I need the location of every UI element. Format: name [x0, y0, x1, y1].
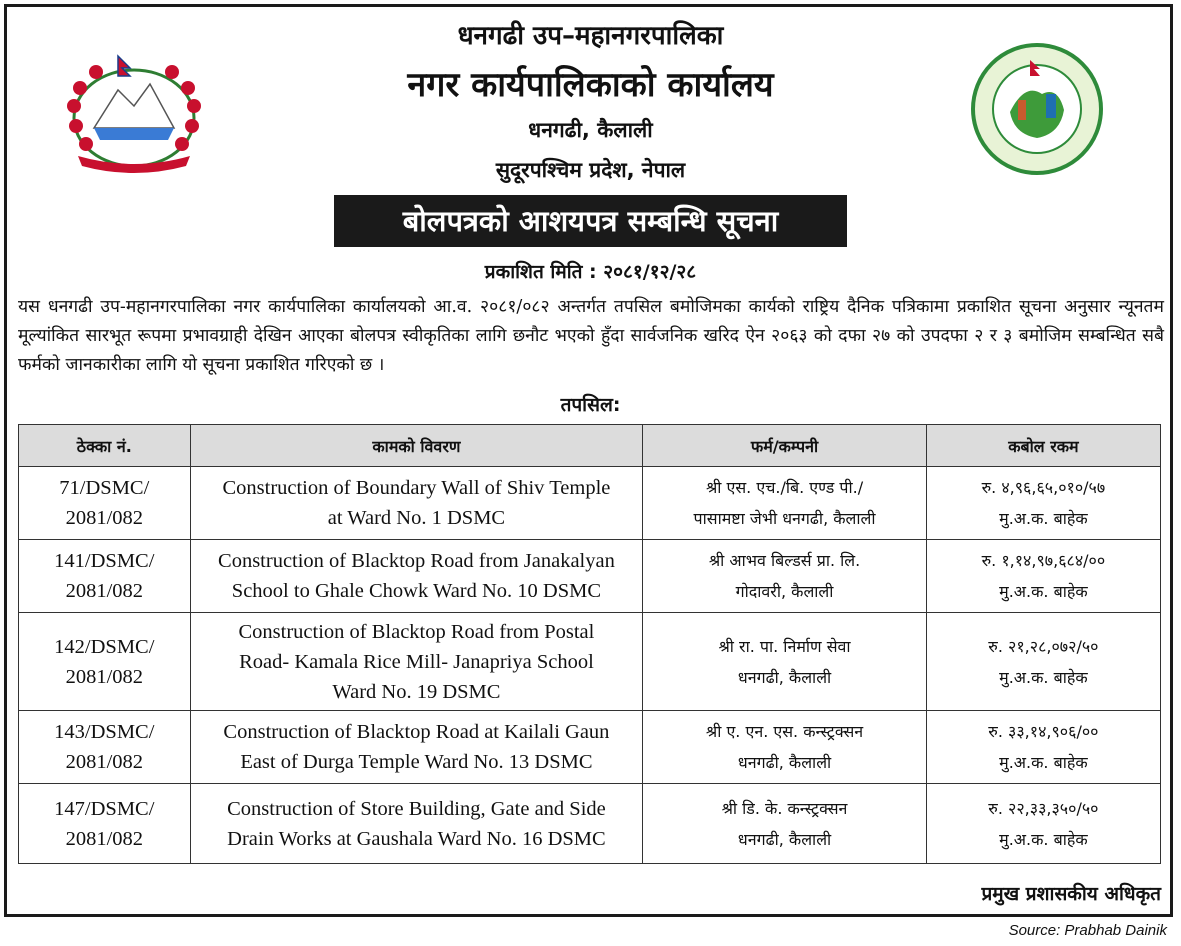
contract-line: 142/DSMC/	[54, 635, 155, 658]
table-row	[19, 540, 1161, 613]
firm-line: श्री रा. पा. निर्माण सेवा	[718, 636, 851, 656]
contract-line: 147/DSMC/	[54, 797, 155, 820]
municipality-name: धनगढी उप–महानगरपालिका	[457, 21, 724, 51]
awards-table	[18, 424, 1161, 864]
firm-line: गोदावरी, कैलाली	[735, 582, 834, 601]
description-line: Ward No. 19 DSMC	[332, 680, 501, 703]
amount-line: रु. ४,९६,६५,०१०/५७	[981, 478, 1106, 497]
description-line: at Ward No. 1 DSMC	[327, 507, 506, 529]
contract-line: 2081/082	[65, 751, 144, 773]
contract-line: 2081/082	[65, 827, 144, 850]
amount-line: रु. १,१४,९७,६८४/००	[981, 551, 1106, 570]
amount-line: मु.अ.क. बाहेक	[999, 667, 1088, 687]
firm-cell	[643, 540, 927, 613]
description-line: School to Ghale Chowk Ward No. 10 DSMC	[231, 580, 602, 602]
contract-no-cell	[19, 784, 191, 864]
contract-line: 71/DSMC/	[59, 477, 150, 499]
description-cell	[190, 467, 643, 540]
description-line: Construction of Boundary Wall of Shiv Temple	[222, 477, 611, 499]
amount-cell	[926, 613, 1160, 711]
firm-line: श्री एस. एच./बि. एण्ड पी./	[705, 478, 864, 497]
amount-line: मु.अ.क. बाहेक	[999, 582, 1088, 601]
contract-no-cell	[19, 613, 191, 711]
table-row	[19, 467, 1161, 540]
details-label: तपसिल:	[560, 394, 621, 416]
description-line: Road- Kamala Rice Mill- Janapriya School	[239, 650, 594, 673]
amount-cell	[926, 784, 1160, 864]
firm-line: धनगढी, कैलाली	[737, 829, 832, 849]
firm-cell	[643, 784, 927, 864]
amount-line: रु. २२,३३,३५०/५०	[988, 798, 1099, 818]
header-contract-no: ठेक्का नं.	[19, 425, 191, 467]
table-row	[19, 613, 1161, 711]
description-line: Construction of Store Building, Gate and Side	[227, 797, 606, 820]
amount-cell	[926, 540, 1160, 613]
description-line: Construction of Blacktop Road from Postal	[238, 620, 595, 643]
contract-no-cell	[19, 467, 191, 540]
description-cell	[190, 613, 643, 711]
published-date: प्रकाशित मिति : २०८१/१२/२८	[484, 261, 697, 283]
amount-cell	[926, 711, 1160, 784]
amount-line: मु.अ.क. बाहेक	[999, 509, 1088, 528]
description-line: Construction of Blacktop Road from Janakalyan	[218, 550, 615, 572]
contract-line: 143/DSMC/	[54, 721, 155, 743]
firm-cell	[643, 711, 927, 784]
firm-line: पासामष्टा जेभी धनगढी, कैलाली	[693, 509, 876, 528]
firm-line: धनगढी, कैलाली	[737, 667, 832, 687]
description-line: Construction of Blacktop Road at Kailali Gaun	[223, 721, 610, 743]
firm-line: श्री आभव बिल्डर्स प्रा. लि.	[708, 551, 861, 570]
description-line: Drain Works at Gaushala Ward No. 16 DSMC	[227, 827, 606, 850]
contract-line: 2081/082	[65, 507, 144, 529]
office-name: नगर कार्यपालिकाको कार्यालय	[407, 65, 774, 105]
contract-no-cell	[19, 711, 191, 784]
source-credit: Source: Prabhab Dainik	[1008, 922, 1167, 939]
firm-line: श्री ए. एन. एस. कन्स्ट्रक्सन	[705, 722, 864, 741]
firm-cell	[643, 467, 927, 540]
description-cell	[190, 540, 643, 613]
header-work-description: कामको विवरण	[190, 425, 643, 467]
header-bid-amount: कबोल रकम	[926, 425, 1160, 467]
firm-line: धनगढी, कैलाली	[737, 753, 832, 772]
amount-cell	[926, 467, 1160, 540]
contract-line: 141/DSMC/	[54, 550, 155, 572]
amount-line: मु.अ.क. बाहेक	[999, 753, 1088, 772]
office-location: धनगढी, कैलाली	[528, 118, 653, 142]
province-name: सुदूरपश्चिम प्रदेश, नेपाल	[495, 158, 686, 182]
description-cell	[190, 711, 643, 784]
table-row	[19, 711, 1161, 784]
description-line: East of Durga Temple Ward No. 13 DSMC	[240, 751, 593, 773]
firm-cell	[643, 613, 927, 711]
contract-no-cell	[19, 540, 191, 613]
notice-body-text: यस धनगढी उप-महानगरपालिका नगर कार्यपालिका कार्यालयको आ.व. २०८१/०८२ अन्तर्गत तपसिल बमोजिमका कार्यको राष्ट्रिय दैनिक पत्रिकामा प्रकाशित सूचना अनुसार न्यूनतम मूल्यांकित सारभूत रूपमा प्रभावग्राही देखिन आएका बोलपत्र स्वीकृतिका लागि छनौट भएको हुँदा सार्वजनिक खरिद ऐन २०६३ को दफा २७ को उपदफा २ र ३ बमोजिम सम्बन्धित सबै फर्मको जानकारीका लागि यो सूचना प्रकाशित गरिएको छ ।	[18, 297, 1164, 375]
amount-line: रु. २१,२८,०७२/५०	[988, 636, 1099, 656]
table-row	[19, 784, 1161, 864]
contract-line: 2081/082	[65, 580, 144, 602]
description-cell	[190, 784, 643, 864]
notice-title-banner: बोलपत्रको आशयपत्र सम्बन्धि सूचना	[334, 195, 847, 247]
table-header-row	[19, 425, 1161, 467]
firm-line: श्री डि. के. कन्स्ट्रक्सन	[721, 798, 848, 818]
contract-line: 2081/082	[65, 665, 144, 688]
amount-line: रु. ३३,१४,९०६/००	[988, 722, 1099, 741]
amount-line: मु.अ.क. बाहेक	[999, 829, 1088, 849]
signature-title: प्रमुख प्रशासकीय अधिकृत	[981, 883, 1161, 905]
header-firm: फर्म/कम्पनी	[643, 425, 927, 467]
